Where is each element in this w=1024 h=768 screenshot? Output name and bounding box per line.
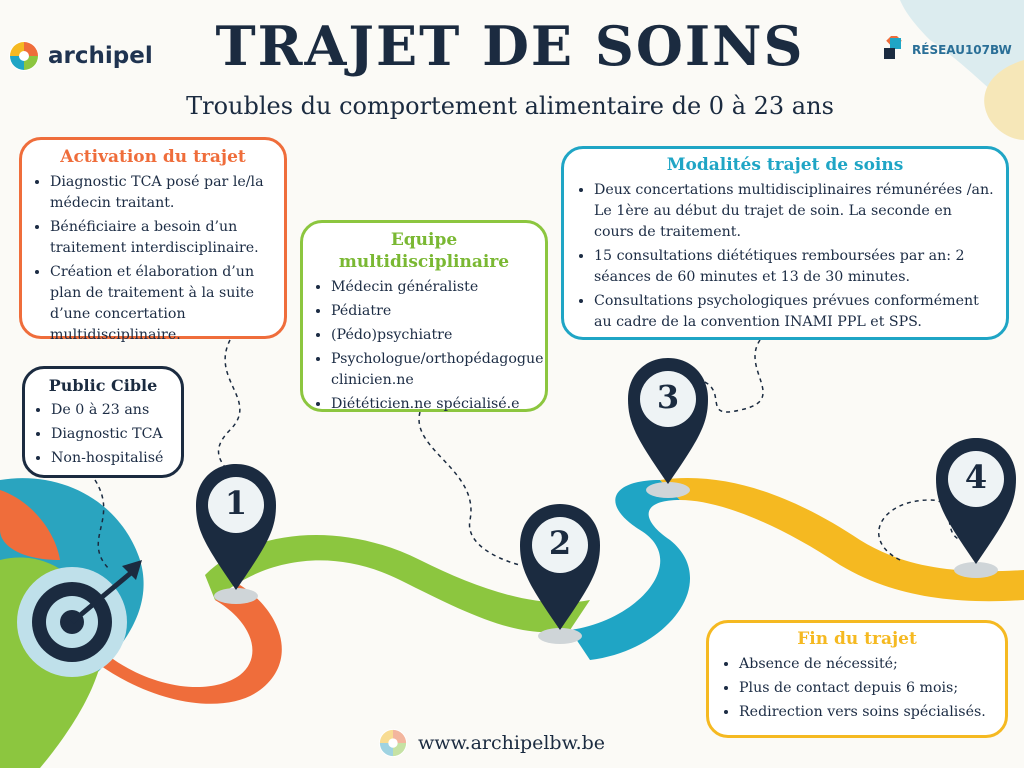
dashed-trail-3	[700, 340, 763, 412]
website-link[interactable]: www.archipelbw.be	[418, 732, 606, 754]
modalites-title: Modalités trajet de soins	[666, 155, 904, 175]
activation-title: Activation du trajet	[60, 147, 246, 167]
archipel-logo-icon	[8, 40, 40, 72]
modalites-item: • 15 consultations diététiques remboursées par an: 2 séances de 60 minutes et 13 de 30 minutes.	[594, 246, 994, 288]
equipe-item: • Diététicien.ne spécialisé.e	[331, 394, 535, 415]
fin-trajet-title: Fin du trajet	[797, 629, 917, 649]
pin-2-number: 2	[548, 524, 572, 562]
equipe-item: • Pédiatre	[331, 301, 535, 322]
equipe-title-line2: multidisciplinaire	[338, 252, 510, 272]
reseau-logo-text: RÉSEAU107BW	[912, 43, 1012, 57]
pin-4-number: 4	[964, 458, 988, 496]
dashed-trail-1	[219, 340, 240, 480]
public-cible-item: • De 0 à 23 ans	[51, 400, 173, 421]
fin-trajet-item: • Plus de contact depuis 6 mois;	[739, 678, 993, 699]
public-cible-title: Public Cible	[48, 376, 158, 395]
fin-trajet-item: • Redirection vers soins spécialisés.	[739, 702, 993, 723]
page-title: TRAJET DE SOINS	[215, 14, 805, 78]
website-footer	[378, 728, 605, 758]
equipe-item: • Psychologue/orthopédagogue clinicien.ne	[331, 349, 535, 391]
fin-trajet-box	[706, 620, 1008, 738]
archipel-logo-text: archipel	[48, 43, 153, 69]
archipel-logo	[8, 40, 153, 72]
activation-item: • Création et élaboration d’un plan de traitement à la suite d’une concertation multidisciplinaire.	[50, 262, 274, 346]
modalites-item: • Consultations psychologiques prévues conformément au cadre de la convention INAMI PPL et SPS.	[594, 291, 994, 333]
dashed-trail-2	[419, 412, 520, 565]
public-cible-item: • Diagnostic TCA	[51, 424, 173, 445]
pin-1-number: 1	[224, 484, 248, 522]
modalites-box	[561, 146, 1009, 340]
equipe-item: • Médecin généraliste	[331, 277, 535, 298]
pin-3-number: 3	[656, 378, 680, 416]
public-cible-box	[22, 366, 184, 478]
archipel-footer-icon	[378, 728, 408, 758]
modalites-item: • Deux concertations multidisciplinaires rémunérées /an. Le 1ère au début du trajet de soin. La seconde en cours de traitement.	[594, 180, 994, 243]
equipe-item: • (Pédo)psychiatre	[331, 325, 535, 346]
public-cible-item: • Non-hospitalisé	[51, 448, 173, 469]
fin-trajet-item: • Absence de nécessité;	[739, 654, 993, 675]
page-subtitle: Troubles du comportement alimentaire de 0 à 23 ans	[186, 92, 834, 120]
activation-item: • Bénéficiaire a besoin d’un traitement interdisciplinaire.	[50, 217, 274, 259]
equipe-title-line1: Equipe	[390, 230, 458, 250]
reseau-logo-icon	[880, 36, 908, 64]
equipe-title	[313, 229, 535, 273]
equipe-box	[300, 220, 548, 412]
reseau-logo	[880, 36, 1012, 64]
activation-box	[19, 137, 287, 343]
activation-item: • Diagnostic TCA posé par le/la médecin traitant.	[50, 172, 274, 214]
